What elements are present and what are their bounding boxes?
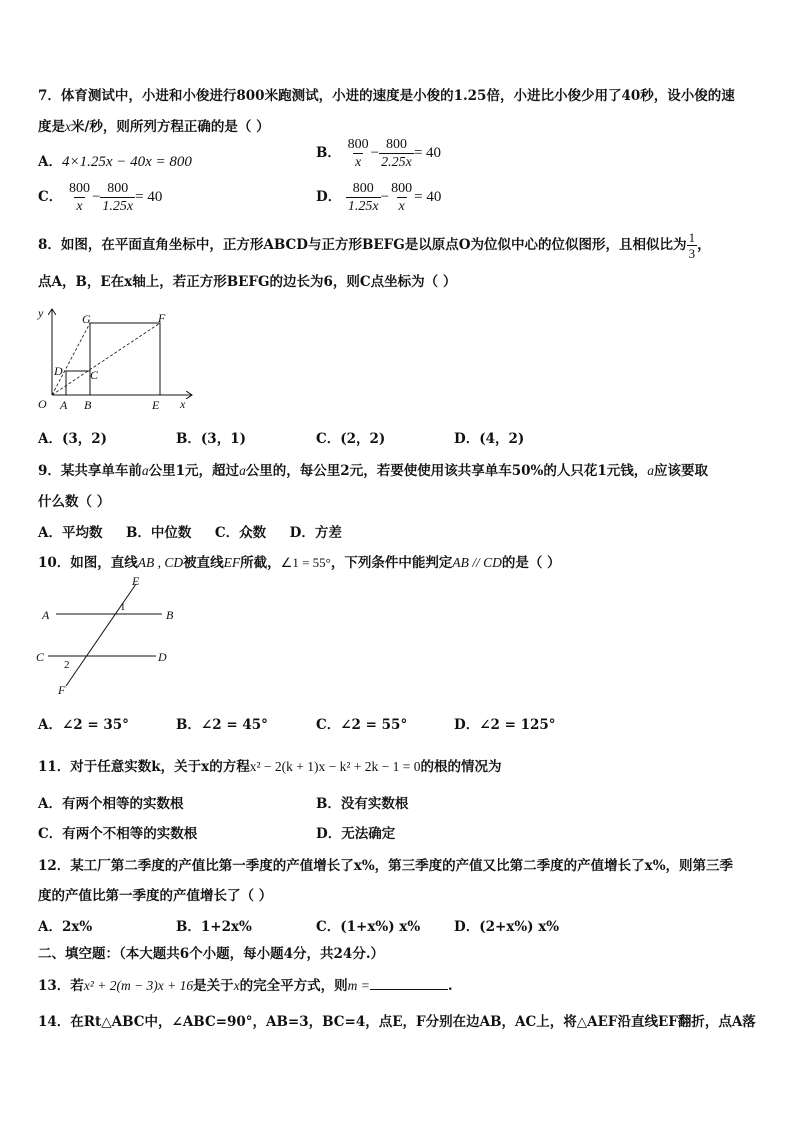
q8-dashed-of: [52, 323, 160, 395]
q8-label-o: O: [38, 397, 47, 411]
q8-label-b: B: [84, 398, 92, 412]
q7-c-den1: x: [76, 199, 83, 214]
q9-var-a2: a: [239, 463, 246, 478]
q8-stem-line2: 点A，B，E在x轴上，若正方形BEFG的边长为6，则C点坐标为（ ）: [38, 274, 457, 290]
q10-line-ef: [66, 584, 136, 686]
q9-stem-line2: 什么数（ ）: [38, 494, 111, 510]
q9-stem-b: 公里1元，超过: [148, 463, 240, 479]
q7-d-den1: 1.25x: [347, 199, 379, 214]
q8-option-a[interactable]: A．(3，2): [38, 431, 108, 447]
q10-option-b[interactable]: B．∠2 = 45°: [176, 717, 268, 733]
q11-option-c[interactable]: C．有两个不相等的实数根: [38, 826, 198, 842]
q8-label-d: D: [54, 364, 63, 378]
q13-answer-blank[interactable]: [370, 977, 448, 990]
q7-stem-line1: 7．体育测试中，小进和小俊进行800米跑测试，小进的速度是小俊的1.25倍，小进比小俊少用了40秒，设小俊的速: [38, 88, 735, 104]
q10-label-angle1: 1: [120, 601, 126, 613]
q10-stem-mid2: 所截，: [240, 555, 281, 571]
q8-label-f: F: [158, 311, 166, 325]
q10-stem: [38, 551, 561, 571]
q12-stem-line1: 12．某工厂第二季度的产值比第一季度的产值增长了x%，第三季度的产值又比第二季度的产值增长了x%，则第三季: [38, 858, 734, 874]
q9-var-a1: a: [141, 463, 149, 478]
q12-option-d[interactable]: D．(2+x%) x%: [454, 919, 560, 935]
q9-stem-d: 应该要取: [653, 463, 708, 479]
q7-c-num2: 800: [107, 181, 129, 196]
q10-option-d[interactable]: D．∠2 = 125°: [454, 717, 556, 733]
q8-figure: [32, 305, 202, 413]
q11-stem-pre: 11．对于任意实数k，关于x的方程: [38, 759, 250, 775]
q13-expr: x² + 2(m − 3)x + 16: [83, 978, 194, 993]
q9-stem-a: 9．某共享单车前: [38, 463, 142, 479]
q11-stem: [38, 755, 501, 775]
q10-ab-cd: AB , CD: [137, 555, 184, 570]
q8-stem-pre: 8．如图，在平面直角坐标中，正方形ABCD与正方形BEFG是以原点O为位似中心的位似图形，且相似比为: [38, 237, 687, 253]
q13-pre: 13．若: [38, 978, 84, 994]
q7-stem-line2: [38, 115, 270, 135]
q10-stem-pre: 10．如图，直线: [38, 555, 138, 571]
q8-stem-line1: [38, 230, 711, 261]
q7-d-den2: x: [398, 199, 405, 214]
q8-label-c: C: [90, 368, 99, 382]
q7-c-minus: −: [91, 189, 101, 205]
q7-option-d[interactable]: [316, 180, 441, 215]
q7-d-num1: 800: [352, 181, 374, 196]
q13-post: .: [447, 978, 453, 994]
q9-stem-line1: [38, 459, 708, 479]
q7-option-b-label: B．: [316, 145, 341, 161]
q7-option-a-label: A．: [38, 154, 62, 170]
q7-option-a[interactable]: [38, 150, 192, 171]
q7-var: x: [65, 119, 71, 134]
q10-label-e: E: [132, 574, 140, 588]
q10-label-a: A: [42, 608, 50, 622]
q7-b-num1: 800: [347, 137, 369, 152]
q8-label-g: G: [82, 312, 91, 326]
q11-equation: x² − 2(k + 1)x − k² + 2k − 1 = 0: [249, 759, 421, 774]
q10-option-a[interactable]: A．∠2 = 35°: [38, 717, 129, 733]
q7-option-b[interactable]: [316, 136, 441, 171]
q9-stem-c: 公里的，每公里2元，若要使使用该共享单车50%的人只花1元钱，: [245, 463, 648, 479]
q13-stem: [38, 974, 453, 994]
q11-option-a[interactable]: A．有两个相等的实数根: [38, 796, 184, 812]
q7-c-rhs: = 40: [135, 189, 163, 205]
q9-options[interactable]: A．平均数 B．中位数 C．众数 D．方差: [38, 525, 342, 541]
q8-ratio-num: 1: [688, 230, 696, 245]
section-2-title: 二、填空题：（本大题共6个小题，每小题4分，共24分.）: [38, 946, 385, 962]
q10-label-b: B: [166, 608, 174, 622]
q7-d-num2: 800: [391, 181, 413, 196]
q10-label-angle2: 2: [64, 659, 70, 671]
q12-option-c[interactable]: C．(1+x%) x%: [316, 919, 421, 935]
q10-label-f: F: [58, 683, 66, 697]
q7-d-minus: −: [380, 189, 390, 205]
q8-stem-post: ，: [697, 237, 711, 253]
q7-d-rhs: = 40: [414, 189, 442, 205]
q8-ratio-den: 3: [688, 246, 696, 261]
q8-option-b[interactable]: B．(3，1): [176, 431, 246, 447]
q10-stem-mid3: ，下列条件中能判定: [330, 555, 453, 571]
q10-label-c: C: [36, 650, 45, 664]
q10-figure: [32, 574, 192, 698]
q7-option-c-label: C．: [38, 189, 63, 205]
q7-stem-pre: 度是: [38, 119, 65, 135]
q10-stem-mid1: 被直线: [183, 555, 224, 571]
q7-stem-post: 米/秒，则所列方程正确的是（ ）: [71, 119, 270, 135]
q8-dashed-og: [52, 323, 90, 395]
q13-mid: 是关于: [193, 978, 234, 994]
q7-c-den2: 1.25x: [102, 199, 134, 214]
q12-option-b[interactable]: B．1+2x%: [176, 919, 252, 935]
q10-option-c[interactable]: C．∠2 = 55°: [316, 717, 408, 733]
q13-m-eq: m =: [347, 978, 370, 993]
q10-parallel: AB // CD: [452, 555, 502, 570]
q10-label-d: D: [158, 650, 167, 664]
q10-angle: ∠1 = 55°: [280, 555, 331, 570]
q7-b-den2: 2.25x: [381, 155, 412, 170]
q7-option-a-expr: 4×1.25x − 40x = 800: [61, 154, 192, 170]
q12-stem-line2: 度的产值比第一季度的产值增长了（ ）: [38, 888, 273, 904]
q8-option-d[interactable]: D．(4，2): [454, 431, 525, 447]
q8-label-y: y: [38, 306, 44, 320]
q8-label-e: E: [152, 398, 160, 412]
q10-ef: EF: [223, 555, 241, 570]
q9-var-a3: a: [647, 463, 654, 478]
q7-b-minus: −: [370, 145, 380, 161]
q10-stem-post: 的是（ ）: [501, 555, 561, 571]
q11-stem-post: 的根的情况为: [420, 759, 502, 775]
q7-c-num1: 800: [68, 181, 90, 196]
q7-option-c[interactable]: [38, 180, 162, 215]
q7-b-rhs: = 40: [413, 145, 442, 161]
q14-stem-line1: 14．在Rt△ABC中，∠ABC=90°，AB=3，BC=4，点E，F分别在边AB，AC上，将△AEF沿直线EF翻折，点A落: [38, 1014, 756, 1030]
q11-option-b[interactable]: B．没有实数根: [316, 796, 409, 812]
q8-label-x: x: [180, 397, 186, 411]
q7-option-d-label: D．: [316, 189, 342, 205]
q12-option-a[interactable]: A．2x%: [38, 919, 93, 935]
q8-option-c[interactable]: C．(2，2): [316, 431, 386, 447]
q8-large-square: [90, 323, 160, 395]
q7-b-den1: x: [355, 155, 362, 170]
q7-b-num2: 800: [385, 137, 407, 152]
q8-label-a: A: [60, 398, 68, 412]
q13-var: x: [233, 978, 240, 993]
q11-option-d[interactable]: D．无法确定: [316, 826, 396, 842]
q13-mid2: 的完全平方式，则: [239, 978, 348, 994]
